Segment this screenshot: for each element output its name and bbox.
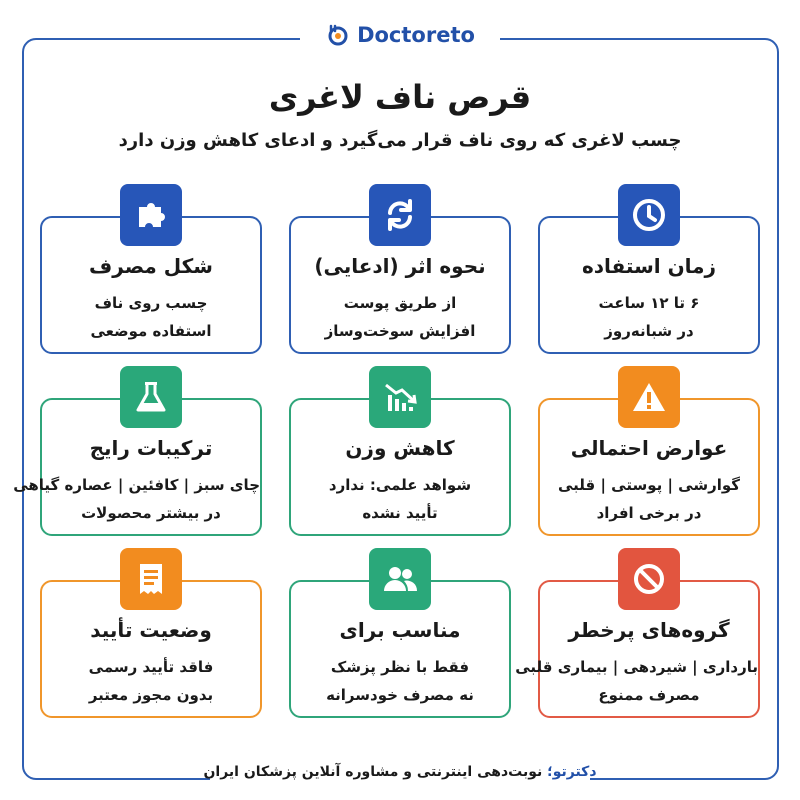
receipt-icon — [120, 548, 182, 610]
card-line: در برخی افراد — [596, 504, 702, 522]
clock-icon — [618, 184, 680, 246]
card-line: مصرف ممنوع — [598, 686, 700, 704]
card-line: گوارشی | پوستی | قلبی — [557, 476, 740, 494]
card-line: نه مصرف خودسرانه — [326, 686, 474, 704]
card-line: در بیشتر محصولات — [81, 504, 221, 522]
flask-icon — [120, 366, 182, 428]
card-line: بارداری | شیردهی | بیماری قلبی — [515, 658, 758, 676]
stethoscope-icon — [325, 22, 351, 48]
card-line: استفاده موضعی — [90, 322, 212, 340]
prohibited-icon — [618, 548, 680, 610]
page-subtitle: چسب لاغری که روی ناف قرار می‌گیرد و ادعای کاهش وزن دارد — [118, 130, 682, 151]
card-title: عوارض احتمالی — [570, 436, 728, 460]
card-line: فاقد تأیید رسمی — [88, 658, 214, 676]
puzzle-icon — [120, 184, 182, 246]
card-line: از طریق پوست — [343, 294, 457, 312]
card-line: در شبانه‌روز — [604, 322, 694, 340]
card-line: تأیید نشده — [362, 504, 438, 522]
card-line: فقط با نظر پزشک — [330, 658, 470, 676]
card-title: شکل مصرف — [89, 254, 213, 278]
card-title: ترکیبات رایج — [89, 436, 213, 460]
card-title: زمان استفاده — [581, 254, 717, 278]
brand-name: Doctoreto — [357, 23, 475, 47]
card-line: چسب روی ناف — [94, 294, 208, 312]
card-title: کاهش وزن — [345, 436, 455, 460]
card-line: افزایش سوخت‌وساز — [324, 322, 476, 340]
users-icon — [369, 548, 431, 610]
card-title: گروه‌های پرخطر — [568, 618, 730, 642]
footer-brand[interactable]: دکترتو؛ — [547, 764, 597, 780]
card-title: وضعیت تأیید — [90, 618, 212, 642]
card-line: بدون مجوز معتبر — [88, 686, 214, 704]
footer-text: نوبت‌دهی اینترنتی و مشاوره آنلاین پزشکان ایران — [203, 764, 548, 780]
card-line: چای سبز | کافئین | عصاره گیاهی — [13, 476, 260, 494]
chart-down-icon — [369, 366, 431, 428]
card-title: نحوه اثر (ادعایی) — [314, 254, 486, 278]
brand-logo — [300, 18, 500, 52]
card-line: شواهد علمی: ندارد — [328, 476, 472, 494]
page-title: قرص ناف لاغری — [268, 78, 532, 116]
refresh-icon — [369, 184, 431, 246]
footer — [0, 764, 800, 780]
warning-icon — [618, 366, 680, 428]
card-line: ۶ تا ۱۲ ساعت — [598, 294, 700, 312]
card-title: مناسب برای — [339, 618, 461, 642]
